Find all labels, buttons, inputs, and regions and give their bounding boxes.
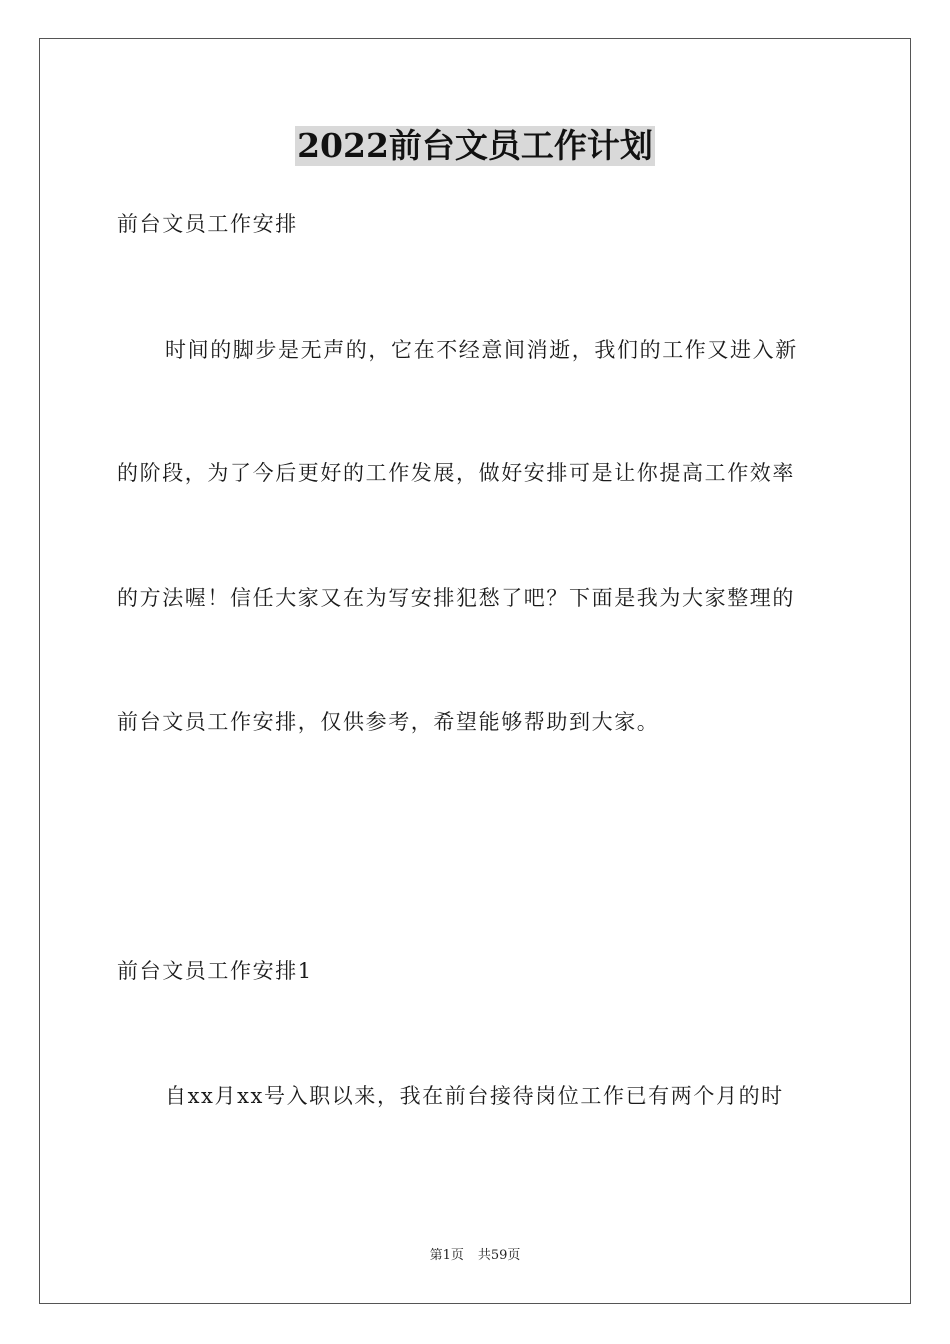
paragraph-line: 的阶段，为了今后更好的工作发展，做好安排可是让你提高工作效率: [117, 461, 795, 485]
paragraph-line: 前台文员工作安排，仅供参考，希望能够帮助到大家。: [117, 710, 660, 734]
section-heading: 前台文员工作安排1: [117, 959, 313, 983]
page-number: 第1页: [429, 1248, 464, 1263]
document-title: 2022前台文员工作计划: [297, 126, 653, 165]
title-container: [0, 126, 950, 166]
paragraph-line: 的方法喔！信任大家又在为写安排犯愁了吧？下面是我为大家整理的: [117, 586, 795, 610]
section-heading: 前台文员工作安排: [117, 212, 298, 236]
page-footer: [0, 1247, 950, 1265]
paragraph-line: 时间的脚步是无声的，它在不经意间消逝，我们的工作又进入新: [165, 338, 798, 362]
paragraph-line: 自xx月xx号入职以来，我在前台接待岗位工作已有两个月的时: [165, 1084, 784, 1108]
page-total: 共59页: [477, 1248, 521, 1263]
